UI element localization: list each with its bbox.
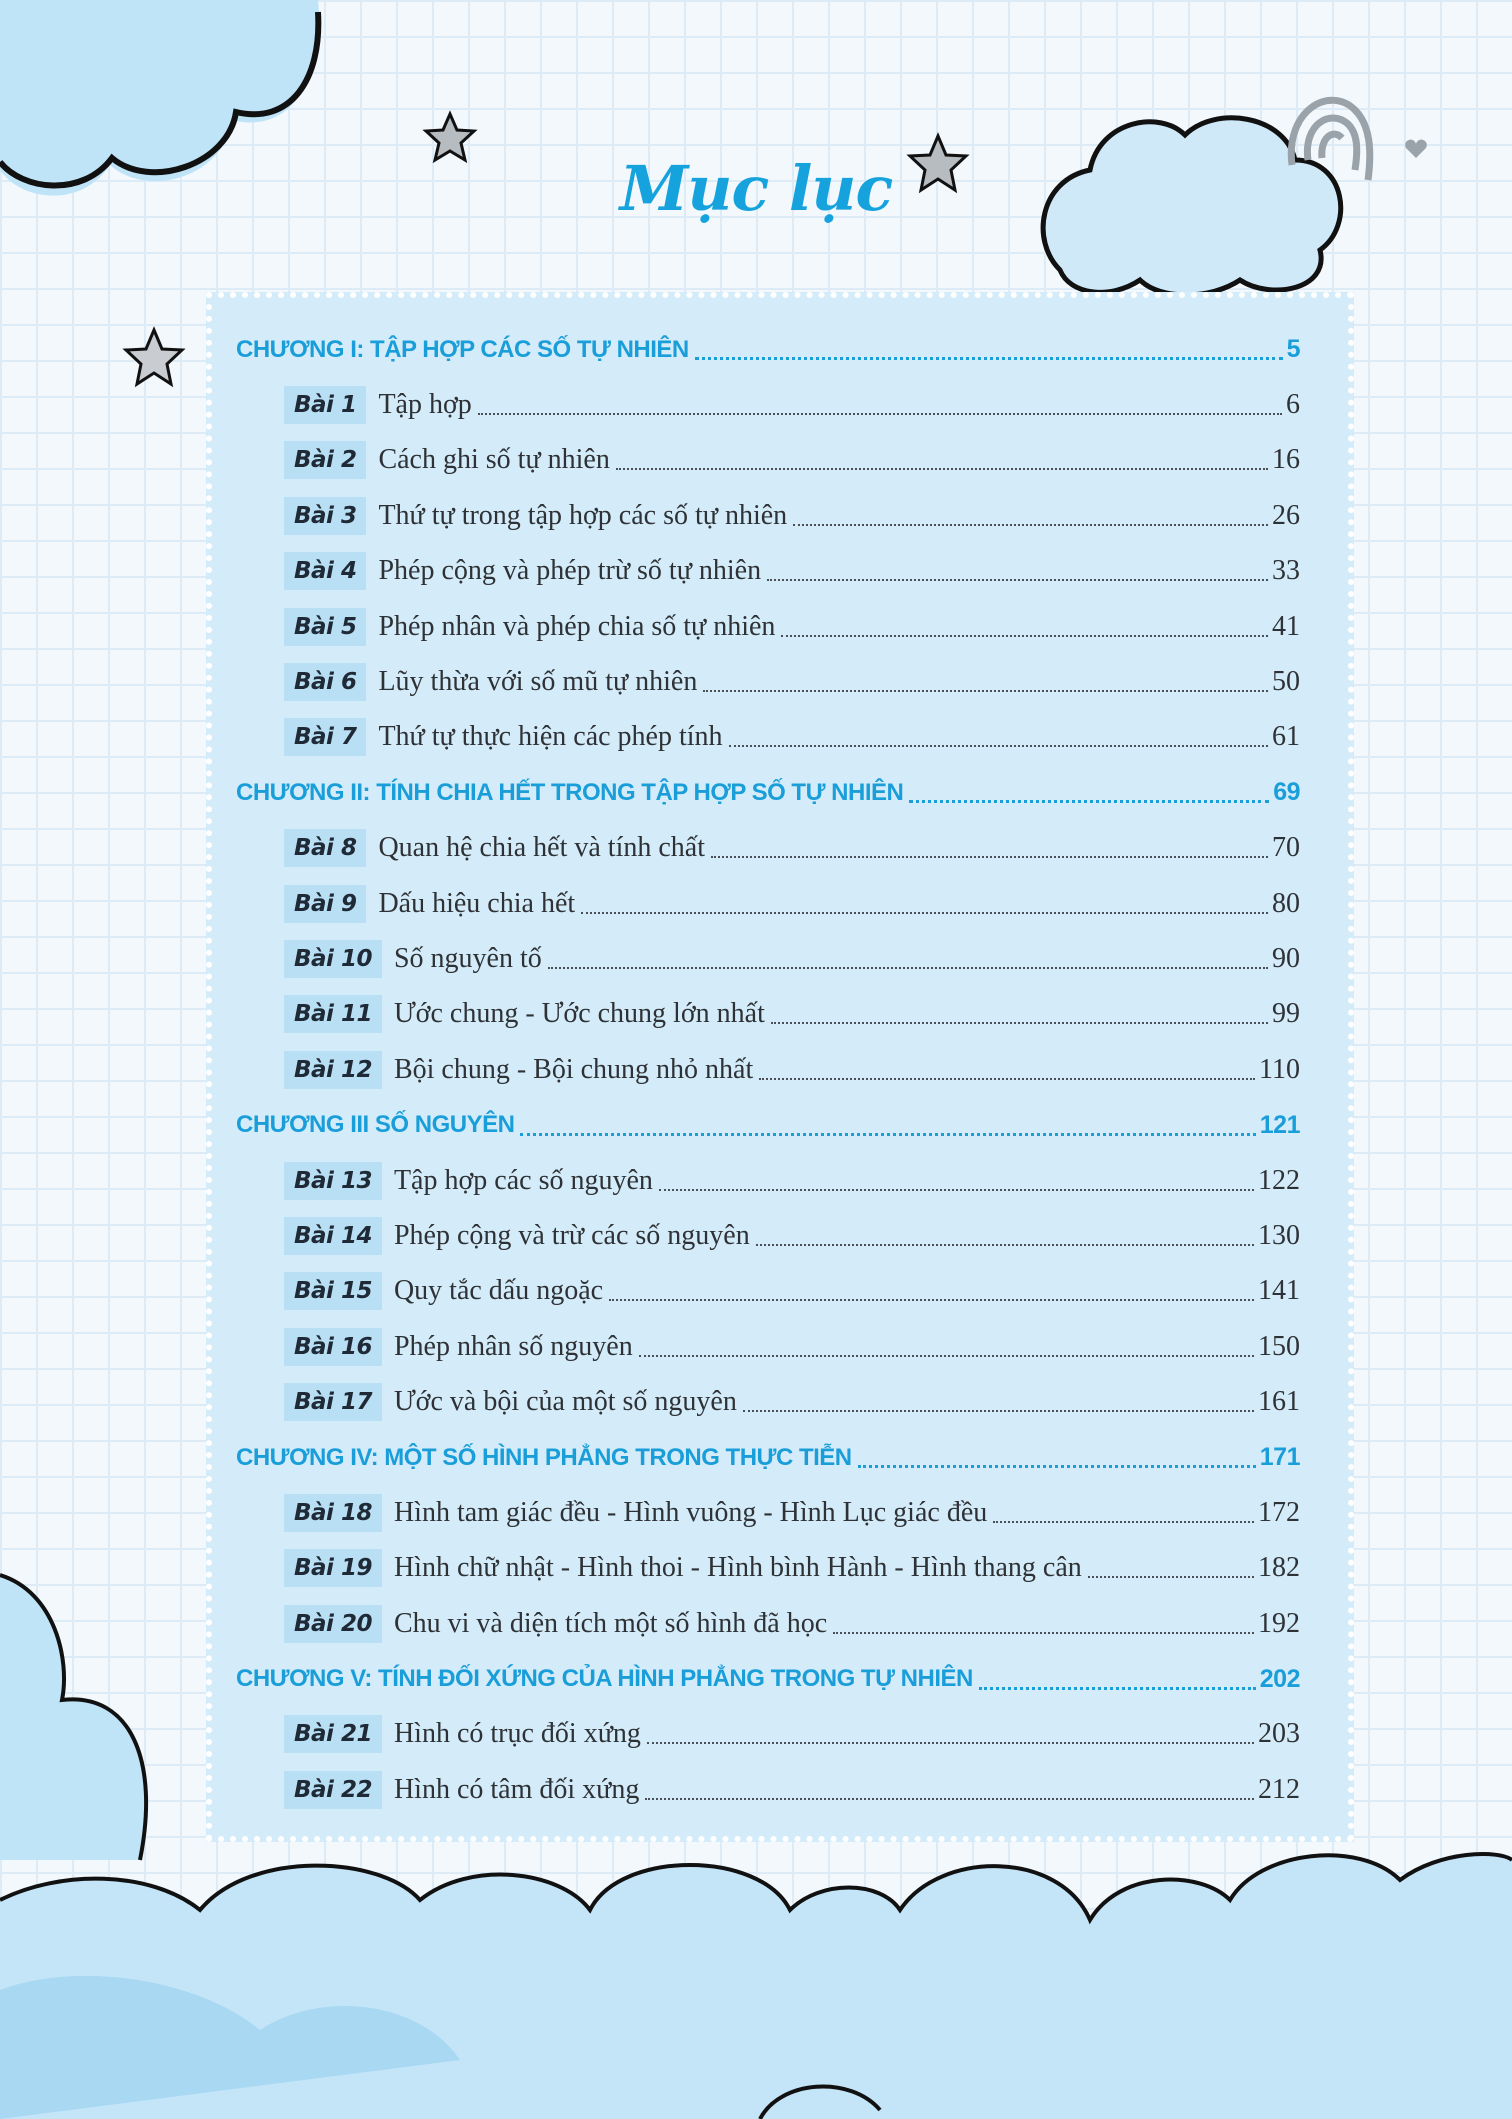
cloud-bottom-left-icon (0, 1575, 146, 1860)
lesson-badge: Bài 7 (284, 718, 366, 756)
dot-leader (767, 579, 1268, 581)
lesson-title: Ước chung - Ước chung lớn nhất (393, 998, 765, 1030)
page-number: 172 (1258, 1496, 1300, 1528)
lesson-badge: Bài 18 (284, 1494, 382, 1532)
toc-lesson-row[interactable] (236, 821, 1300, 876)
page-number: 26 (1272, 499, 1300, 531)
toc-lesson-row[interactable] (236, 710, 1300, 765)
page-number: 110 (1259, 1053, 1300, 1085)
lesson-badge: Bài 2 (284, 441, 366, 479)
lesson-badge: Bài 19 (284, 1549, 382, 1587)
page-number: 161 (1258, 1386, 1300, 1418)
toc-lesson-row[interactable] (236, 377, 1300, 432)
dot-leader (993, 1521, 1254, 1523)
lesson-badge: Bài 12 (284, 1051, 382, 1089)
toc-lesson-row[interactable] (236, 1541, 1300, 1596)
page-number: 99 (1272, 998, 1300, 1030)
lesson-title: Quan hệ chia hết và tính chất (378, 832, 705, 864)
chapter-title: CHƯƠNG IV: MỘT SỐ HÌNH PHẲNG TRONG THỰC TIỄN (236, 1443, 852, 1471)
dot-leader (833, 1632, 1254, 1634)
page-number: 122 (1258, 1164, 1300, 1196)
chapter-title: CHƯƠNG V: TÍNH ĐỐI XỨNG CỦA HÌNH PHẲNG TRONG TỰ NHIÊN (236, 1665, 973, 1693)
lesson-title: Bội chung - Bội chung nhỏ nhất (393, 1053, 754, 1085)
toc-lesson-row[interactable] (236, 1596, 1300, 1651)
lesson-title: Thứ tự trong tập hợp các số tự nhiên (378, 499, 788, 531)
dot-leader (581, 912, 1268, 914)
lesson-badge: Bài 11 (284, 995, 382, 1033)
lesson-title: Cách ghi số tự nhiên (378, 444, 610, 476)
toc-lesson-row[interactable] (236, 987, 1300, 1042)
dot-leader (609, 1299, 1254, 1301)
dot-leader (520, 1133, 1255, 1136)
lesson-badge: Bài 6 (284, 663, 366, 701)
page-number: 90 (1272, 942, 1300, 974)
page-number: 33 (1272, 555, 1300, 587)
page-number: 212 (1258, 1773, 1300, 1805)
page-number: 150 (1258, 1330, 1300, 1362)
lesson-badge: Bài 4 (284, 552, 366, 590)
lesson-title: Hình có tâm đối xứng (393, 1773, 640, 1805)
lesson-title: Tập hợp (378, 389, 472, 421)
lesson-title: Phép nhân và phép chia số tự nhiên (378, 610, 776, 642)
dot-leader (781, 635, 1268, 637)
dot-leader (979, 1687, 1256, 1690)
lesson-title: Dấu hiệu chia hết (378, 887, 576, 919)
toc-lesson-row[interactable] (236, 1264, 1300, 1319)
dot-leader (771, 1022, 1268, 1024)
toc-lesson-row[interactable] (236, 1153, 1300, 1208)
toc-lesson-row[interactable] (236, 931, 1300, 986)
page-number: 6 (1286, 389, 1300, 421)
dot-leader (711, 856, 1268, 858)
dot-leader (759, 1078, 1255, 1080)
page-number: 203 (1258, 1718, 1300, 1750)
lesson-badge: Bài 17 (284, 1383, 382, 1421)
dot-leader (695, 357, 1283, 360)
page-number: 70 (1272, 832, 1300, 864)
page-number: 41 (1272, 610, 1300, 642)
page-number: 16 (1272, 444, 1300, 476)
lesson-badge: Bài 15 (284, 1272, 382, 1310)
lesson-title: Lũy thừa với số mũ tự nhiên (378, 666, 698, 698)
page-number: 61 (1272, 721, 1300, 753)
dot-leader (1088, 1576, 1254, 1578)
toc-lesson-row[interactable] (236, 1707, 1300, 1762)
lesson-badge: Bài 13 (284, 1162, 382, 1200)
lesson-title: Hình có trục đối xứng (393, 1718, 641, 1750)
page-title: Mục lục (619, 152, 893, 225)
lesson-title: Số nguyên tố (393, 942, 542, 974)
chapter-title: CHƯƠNG II: TÍNH CHIA HẾT TRONG TẬP HỢP SỐ TỰ NHIÊN (236, 778, 904, 806)
table-of-contents (236, 322, 1300, 1818)
lesson-badge: Bài 14 (284, 1217, 382, 1255)
chapter-title: CHƯƠNG III SỐ NGUYÊN (236, 1111, 515, 1139)
dot-leader (756, 1244, 1254, 1246)
toc-lesson-row[interactable] (236, 488, 1300, 543)
page-number: 171 (1259, 1443, 1300, 1471)
lesson-title: Tập hợp các số nguyên (393, 1164, 653, 1196)
toc-lesson-row[interactable] (236, 1208, 1300, 1263)
lesson-badge: Bài 5 (284, 608, 366, 646)
dot-leader (743, 1410, 1254, 1412)
page-number: 5 (1286, 335, 1300, 364)
dot-leader (478, 413, 1282, 415)
dot-leader (909, 800, 1269, 803)
lesson-title: Thứ tự thực hiện các phép tính (378, 721, 723, 753)
dot-leader (858, 1465, 1256, 1468)
toc-lesson-row[interactable] (236, 654, 1300, 709)
dot-leader (639, 1355, 1254, 1357)
page-number: 80 (1272, 887, 1300, 919)
toc-lesson-row[interactable] (236, 599, 1300, 654)
lesson-title: Ước và bội của một số nguyên (393, 1386, 737, 1418)
toc-chapter-row[interactable] (236, 1430, 1300, 1485)
toc-lesson-row[interactable] (236, 544, 1300, 599)
page-number: 69 (1273, 778, 1300, 807)
toc-chapter-row[interactable] (236, 1097, 1300, 1152)
page-number: 121 (1259, 1110, 1300, 1139)
chapter-title: CHƯƠNG I: TẬP HỢP CÁC SỐ TỰ NHIÊN (236, 335, 689, 363)
page-number: 182 (1258, 1552, 1300, 1584)
lesson-title: Hình chữ nhật - Hình thoi - Hình bình Hành - Hình thang cân (393, 1552, 1082, 1584)
lesson-badge: Bài 3 (284, 497, 366, 535)
toc-lesson-row[interactable] (236, 1762, 1300, 1817)
toc-lesson-row[interactable] (236, 1485, 1300, 1540)
toc-lesson-row[interactable] (236, 1374, 1300, 1429)
toc-chapter-row[interactable] (236, 322, 1300, 377)
page-number: 130 (1258, 1219, 1300, 1251)
lesson-badge: Bài 16 (284, 1328, 382, 1366)
lesson-title: Phép nhân số nguyên (393, 1330, 633, 1362)
lesson-title: Hình tam giác đều - Hình vuông - Hình Lục giác đều (393, 1496, 988, 1528)
dot-leader (729, 745, 1268, 747)
toc-chapter-row[interactable] (236, 765, 1300, 820)
lesson-title: Phép cộng và trừ các số nguyên (393, 1219, 750, 1251)
page-number: 50 (1272, 666, 1300, 698)
lesson-badge: Bài 21 (284, 1715, 382, 1753)
toc-lesson-row[interactable] (236, 1042, 1300, 1097)
dot-leader (616, 468, 1268, 470)
lesson-title: Chu vi và diện tích một số hình đã học (393, 1607, 828, 1639)
dot-leader (793, 524, 1268, 526)
toc-lesson-row[interactable] (236, 876, 1300, 931)
lesson-badge: Bài 9 (284, 885, 366, 923)
dot-leader (548, 967, 1268, 969)
lesson-badge: Bài 20 (284, 1605, 382, 1643)
dot-leader (645, 1798, 1254, 1800)
toc-lesson-row[interactable] (236, 1319, 1300, 1374)
lesson-badge: Bài 10 (284, 940, 382, 978)
dot-leader (703, 690, 1268, 692)
page-number: 192 (1258, 1607, 1300, 1639)
lesson-title: Phép cộng và phép trừ số tự nhiên (378, 555, 762, 587)
toc-lesson-row[interactable] (236, 433, 1300, 488)
toc-chapter-row[interactable] (236, 1651, 1300, 1706)
lesson-badge: Bài 22 (284, 1771, 382, 1809)
dot-leader (659, 1189, 1254, 1191)
page-number: 141 (1258, 1275, 1300, 1307)
lesson-title: Quy tắc dấu ngoặc (393, 1275, 604, 1307)
star-icon (126, 330, 182, 384)
lesson-badge: Bài 1 (284, 386, 366, 424)
dot-leader (647, 1742, 1254, 1744)
lesson-badge: Bài 8 (284, 829, 366, 867)
page-number: 202 (1259, 1664, 1300, 1693)
